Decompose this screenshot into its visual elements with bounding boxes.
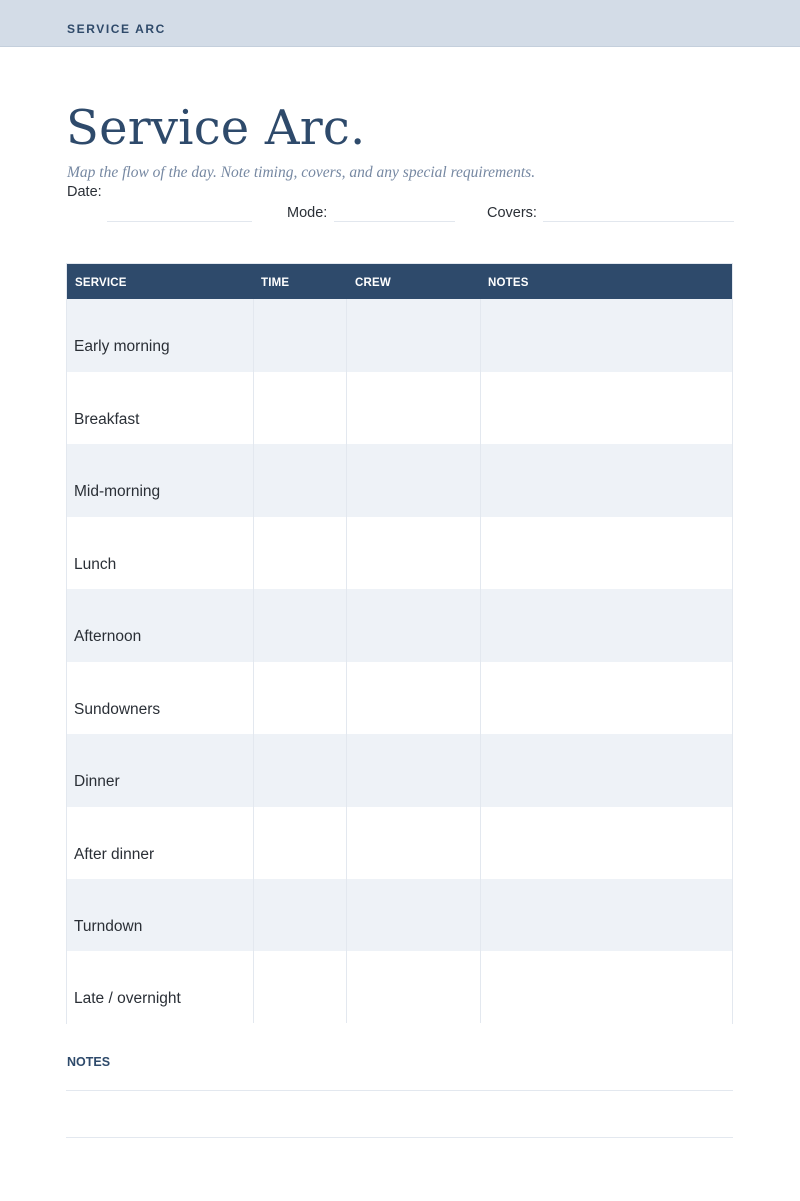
table-row <box>67 951 732 1024</box>
table-header <box>67 264 732 299</box>
service-label: Afternoon <box>74 628 142 645</box>
header-label: SERVICE ARC <box>67 22 166 36</box>
table-row <box>67 662 732 735</box>
mode-label: Mode: <box>287 205 328 221</box>
service-label: Turndown <box>74 918 143 935</box>
covers-label: Covers: <box>487 205 537 221</box>
page-title: Service Arc. <box>66 100 366 156</box>
notes-heading: NOTES <box>67 1055 111 1069</box>
service-label: Dinner <box>74 773 120 790</box>
top-header-bar <box>0 0 800 47</box>
table-row <box>67 734 732 807</box>
page-subtitle: Map the flow of the day. Note timing, covers, and any special requirements. <box>67 164 536 181</box>
service-label: Late / overnight <box>74 990 181 1007</box>
table-row <box>67 299 732 372</box>
service-table <box>66 263 733 1024</box>
column-header-time: TIME <box>261 277 290 289</box>
service-label: Sundowners <box>74 701 161 718</box>
covers-field[interactable] <box>543 221 734 222</box>
notes-line[interactable] <box>66 1137 733 1138</box>
service-label: Mid-morning <box>74 483 161 500</box>
column-header-crew: CREW <box>355 277 391 289</box>
service-label: After dinner <box>74 846 155 863</box>
column-divider <box>253 299 254 1023</box>
table-row <box>67 372 732 445</box>
table-row <box>67 589 732 662</box>
service-label: Breakfast <box>74 411 140 428</box>
column-header-service: SERVICE <box>75 277 127 289</box>
column-divider <box>480 299 481 1023</box>
date-label: Date: <box>67 184 102 200</box>
table-row <box>67 879 732 952</box>
column-divider <box>346 299 347 1023</box>
table-row <box>67 444 732 517</box>
column-header-notes: NOTES <box>488 277 529 289</box>
table-row <box>67 807 732 880</box>
mode-field[interactable] <box>334 221 455 222</box>
table-row <box>67 517 732 590</box>
service-label: Early morning <box>74 338 170 355</box>
date-field[interactable] <box>107 221 252 222</box>
service-label: Lunch <box>74 556 117 573</box>
notes-line[interactable] <box>66 1090 733 1091</box>
